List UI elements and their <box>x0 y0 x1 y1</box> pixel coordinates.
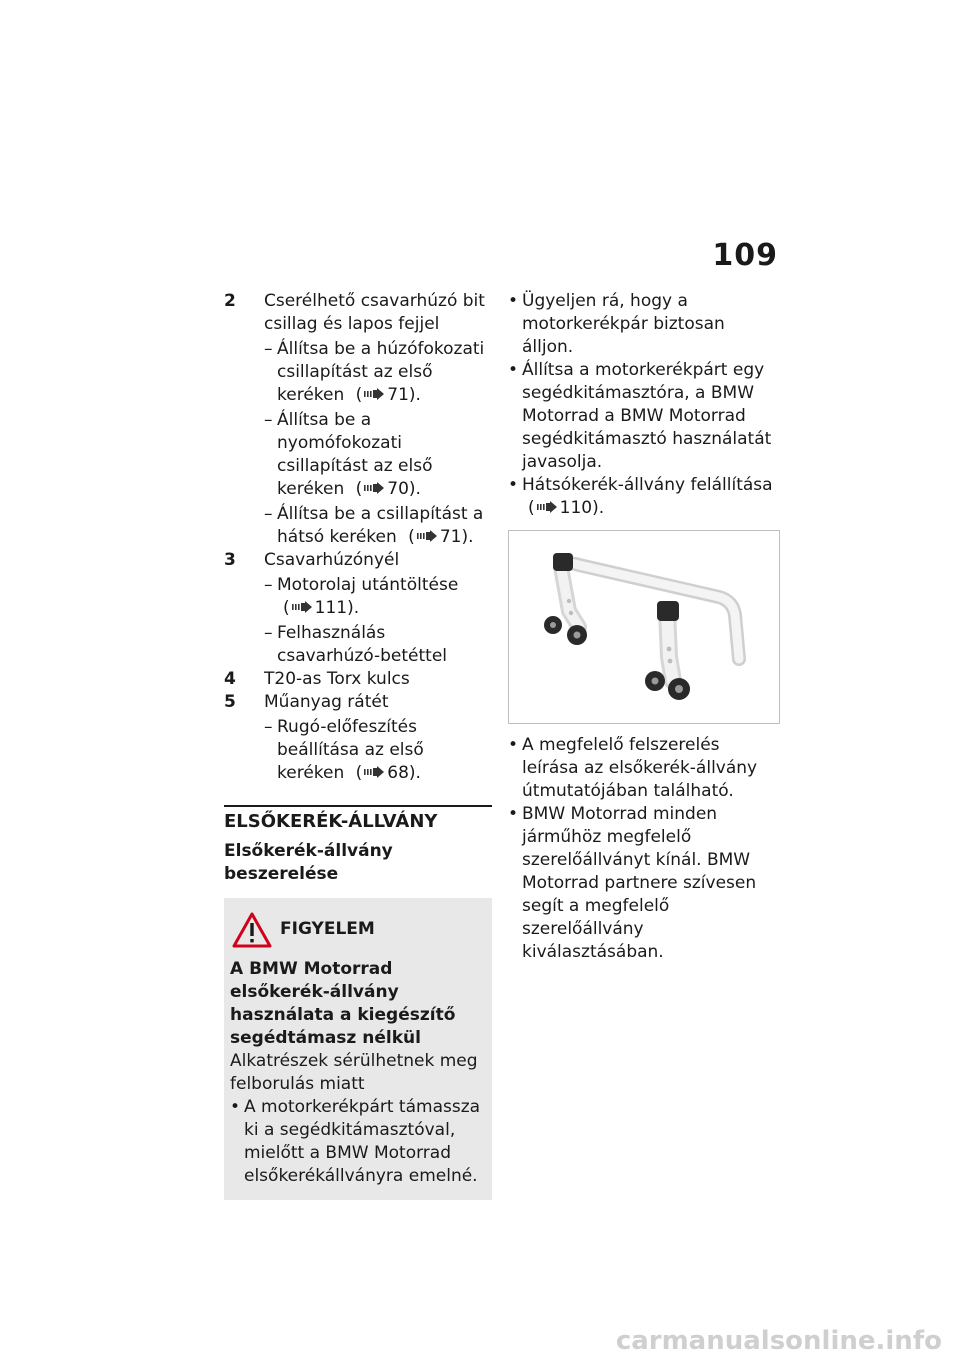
sub-item <box>264 622 492 668</box>
dash-marker: – <box>264 575 273 595</box>
bullet-text: Hátsókerék-állvány felállítása <box>522 475 773 495</box>
warning-box <box>224 898 492 1200</box>
dash-marker: – <box>264 410 273 430</box>
page-reference-arrow-icon <box>364 766 384 778</box>
bullets-top <box>508 290 780 520</box>
page-reference-arrow-icon <box>364 388 384 400</box>
item-number: 2 <box>224 291 236 311</box>
front-wheel-stand-illustration <box>509 531 779 723</box>
page-reference[interactable]: ( 71). <box>408 527 474 547</box>
warning-title: FIGYELEM <box>280 919 375 939</box>
warning-text: Alkatrészek sérülhetnek meg felborulás miatt <box>230 1051 478 1094</box>
numbered-item <box>224 668 492 691</box>
page-reference[interactable]: ( 111). <box>283 598 360 618</box>
bullet-item <box>508 290 780 359</box>
right-column <box>508 290 780 964</box>
sub-list <box>264 574 492 668</box>
warning-bullets <box>230 1096 486 1188</box>
item-number: 3 <box>224 550 236 570</box>
warning-bullet <box>230 1096 486 1188</box>
sub-heading: Elsőkerék-állvány beszerelése <box>224 841 393 884</box>
bullet-marker: • <box>508 735 519 755</box>
left-column <box>224 290 492 1200</box>
bullet-text: A megfelelő felszerelés leírása az elsőkerék-állvány útmutatójában található. <box>522 735 758 801</box>
numbered-list <box>224 290 492 785</box>
page-reference[interactable]: ( 71). <box>355 385 421 405</box>
sub-item-text: Motorolaj utántöltése <box>277 575 459 595</box>
front-wheel-stand-figure <box>508 530 780 724</box>
bullet-marker: • <box>508 804 519 824</box>
item-text: Cserélhető csavarhúzó bit csillag és lapos fejjel <box>264 291 485 334</box>
warning-header <box>230 912 486 948</box>
numbered-item <box>224 691 492 785</box>
sub-item <box>264 574 492 620</box>
numbered-item <box>224 549 492 668</box>
page-reference-arrow-icon <box>537 501 557 513</box>
page-reference-arrow-icon <box>292 601 312 613</box>
watermark: carmanualsonline.info <box>615 1326 942 1356</box>
bullets-bottom <box>508 734 780 964</box>
bullet-item <box>508 803 780 964</box>
sub-item <box>264 409 492 501</box>
sub-item-text: Állítsa be a csillapítást a hátsó keréken <box>277 504 484 547</box>
bullet-marker: • <box>508 291 519 311</box>
page-reference-number: 68). <box>387 763 421 783</box>
section-heading: ELSŐKERÉK-ÁLLVÁNY <box>224 805 492 834</box>
bullet-item <box>508 359 780 474</box>
page-number: 109 <box>712 238 778 273</box>
dash-marker: – <box>264 339 273 359</box>
bullet-text: Állítsa a motorkerékpárt egy segédkitámasztóra, a BMW Motorrad a BMW Motorrad segédkitámasztó használatát javasolja. <box>522 360 772 472</box>
item-number: 5 <box>224 692 236 712</box>
sub-list <box>264 716 492 785</box>
sub-item-text: Rugó-előfeszítés beállítása az első keréken <box>277 717 424 783</box>
page-reference-number: 71). <box>439 527 474 547</box>
sub-item-text: Felhasználás csavarhúzó-betéttel <box>277 623 447 666</box>
sub-item <box>264 716 492 785</box>
page-reference-arrow-icon <box>364 482 384 494</box>
sub-item <box>264 503 492 549</box>
dash-marker: – <box>264 717 273 737</box>
page-reference-number: 71). <box>387 385 421 405</box>
page-reference[interactable]: ( 68). <box>355 763 421 783</box>
page-reference-number: 111). <box>314 598 360 618</box>
bullet-text: BMW Motorrad minden járműhöz megfelelő szerelőállványt kínál. BMW Motorrad partnere szívesen segít a megfelelő szerelőállvány kiválasztásában. <box>522 804 757 962</box>
page-reference-number: 70). <box>387 479 421 499</box>
item-text: T20-as Torx kulcs <box>264 669 410 689</box>
bullet-item <box>508 474 780 520</box>
warning-bullet-text: A motorkerékpárt támassza ki a segédkitámasztóval, mielőtt a BMW Motorrad elsőkerékállványra emelné. <box>244 1097 481 1186</box>
page-reference-number: 110). <box>559 498 605 518</box>
dash-marker: – <box>264 623 273 643</box>
page-reference-arrow-icon <box>417 530 437 542</box>
item-text: Csavarhúzónyél <box>264 550 400 570</box>
warning-triangle-icon <box>232 912 272 948</box>
bullet-marker: • <box>508 360 519 380</box>
dash-marker: – <box>264 504 273 524</box>
warning-bold-text: A BMW Motorrad elsőkerék-állvány használata a kiegészítő segédtámasz nélkül <box>230 959 456 1048</box>
bullet-text: Ügyeljen rá, hogy a motorkerékpár biztosan álljon. <box>522 291 725 357</box>
bullet-marker: • <box>508 475 519 495</box>
sub-list <box>264 338 492 549</box>
sub-item <box>264 338 492 407</box>
bullet-item <box>508 734 780 803</box>
page-reference[interactable]: ( 110). <box>528 498 605 518</box>
sub-item-text: Állítsa be a nyomófokozati csillapítást az első keréken <box>277 410 433 499</box>
page-reference[interactable]: ( 70). <box>355 479 421 499</box>
item-text: Műanyag rátét <box>264 692 389 712</box>
item-number: 4 <box>224 669 236 689</box>
numbered-item <box>224 290 492 549</box>
sub-item-text: Állítsa be a húzófokozati csillapítást az első keréken <box>277 339 485 405</box>
bullet-marker: • <box>230 1097 241 1117</box>
